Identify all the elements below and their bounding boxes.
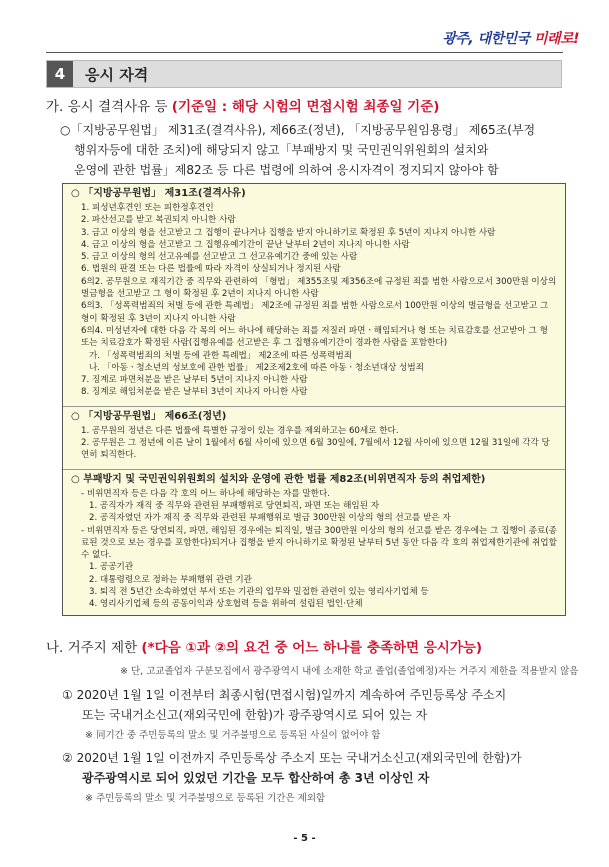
box-line: 3. 퇴직 전 5년간 소속하였던 부서 또는 기관의 업무와 밀접한 관련이 있는 영리사기업체 등 xyxy=(89,587,429,598)
box-line: 4. 금고 이상의 형을 선고받고 그 집행유예기간이 끝난 날부터 2년이 지나지 아니한 사람 xyxy=(81,239,410,250)
na-heading-highlight: (*다음 ①과 ②의 요건 중 어느 하나를 충족하면 응시가능) xyxy=(141,640,483,656)
box-title: ○ 부패방지 및 국민권익위원회의 설치와 운영에 관한 법률 제82조(비위면직자 등의 취업제한) xyxy=(71,473,486,485)
box-line: 6의4. 미성년자에 대한 다음 각 목의 어느 하나에 해당하는 죄를 저질러 파면ㆍ해임되거나 형 또는 치료감호를 선고받아 그 형 또는 치료감호가 확정된 사람(집행유예를 선고받은 후 그 집행유예기간이 경과한 사람을 포함한다) xyxy=(81,325,548,349)
section-title: 응시 자격 xyxy=(85,65,149,84)
brand-slogan-part2: 미래로! xyxy=(534,31,579,47)
disqualification-box xyxy=(62,183,566,616)
ga-heading-prefix: 가. 응시 결격사유 등 xyxy=(46,99,168,115)
ga-body-line: 행위자등에 대한 조치)에 해당되지 않고「부패방지 및 국민권익위원회의 설치와 xyxy=(74,143,489,157)
box-line: 6의3. 「성폭력범죄의 처벌 등에 관한 특례법」 제2조에 규정된 죄를 범한 사람으로서 100만원 이상의 벌금형을 선고받고 그 형이 확정된 후 3년이 지나지 아니한 사람 xyxy=(81,301,549,324)
item2-note: ※ 주민등록의 말소 및 거주불명으로 등록된 기간은 제외함 xyxy=(85,793,326,804)
box-line: 1. 공직자가 재직 중 직무와 관련된 부패행위로 당연퇴직, 파면 또는 해임된 자 xyxy=(89,500,380,511)
box-line: 2. 공직자였던 자가 재직 중 직무와 관련된 부패행위로 벌금 300만원 이상의 형의 선고를 받은 자 xyxy=(89,513,451,524)
box-subline: 나. 「아동ㆍ청소년의 성보호에 관한 법률」 제2조제2호에 따른 아동ㆍ청소년대상 성범죄 xyxy=(89,362,424,373)
subsection-na-heading xyxy=(46,636,482,656)
ga-body-line: ○「지방공무원법」 제31조(결격사유), 제66조(정년), 「지방공무원임용령」 제65조(부정 xyxy=(60,123,536,137)
brand-slogan-part1: 광주, 대한민국 xyxy=(442,31,535,47)
box-line: 2. 파산선고를 받고 복권되지 아니한 사람 xyxy=(81,215,236,226)
box-subline: 가. 「성폭력범죄의 처벌 등에 관한 특례법」 제2조에 따른 성폭력범죄 xyxy=(89,350,353,361)
box-line: 8. 징계로 해임처분을 받은 날부터 3년이 지나지 아니한 사람 xyxy=(81,387,308,398)
box-line: 5. 금고 이상의 형의 선고유예를 선고받고 그 선고유예기간 중에 있는 사람 xyxy=(81,252,358,263)
ga-body-line: 운영에 관한 법률」제82조 등 다른 법령에 의하여 응시자격이 정지되지 않아야 함 xyxy=(74,163,499,177)
na-heading-prefix: 나. 거주지 제한 xyxy=(46,640,138,656)
item1-line: 또는 국내거소신고(재외국민에 한함)가 광주광역시로 되어 있는 자 xyxy=(82,708,428,722)
item2-line: 광주광역시로 되어 있었던 기간을 모두 합산하여 총 3년 이상인 자 xyxy=(82,771,430,785)
box-line: 2. 공무원은 그 정년에 이른 날이 1월에서 6월 사이에 있으면 6월 30일에, 7월에서 12월 사이에 있으면 12월 31일에 각각 당연히 퇴직한다. xyxy=(81,438,550,461)
item2-line: ② 2020년 1월 1일 이전까지 주민등록상 주소지 또는 국내거소신고(재외국민에 한함)가 xyxy=(62,751,522,765)
box-line: 6의2. 공무원으로 재직기간 중 직무와 관련하여 「형법」 제355조및 제356조에 규정된 죄를 범한 사람으로서 300만원 이상의 벌금형을 선고받고 그 형이 확정된 후 2년이 지나지 아니한 사람 xyxy=(81,276,557,300)
residence-item-1 xyxy=(62,685,567,725)
subsection-ga-heading xyxy=(46,95,439,115)
box-line: 1. 공공기관 xyxy=(89,562,134,573)
box-line: 6. 법원의 판결 또는 다른 법률에 따라 자격이 상실되거나 정지된 사람 xyxy=(81,264,341,275)
ga-heading-highlight: (기준일 : 해당 시험의 면접시험 최종일 기준) xyxy=(171,99,440,115)
item1-line: ① 2020년 1월 1일 이전부터 최종시험(면접시험)일까지 계속하여 주민등록상 주소지 xyxy=(62,688,507,702)
na-note: ※ 단, 고교졸업자 구분모집에서 광주광역시 내에 소재한 학교 졸업(졸업예정)자는 거주지 제한을 적용받지 않음 xyxy=(120,666,579,677)
box-title: ○ 「지방공무원법」 제31조(결격사유) xyxy=(71,188,246,199)
section-number: 4 xyxy=(47,61,73,87)
box-line: 2. 대통령령으로 정하는 부패행위 관련 기관 xyxy=(89,574,252,585)
header-divider xyxy=(46,52,563,53)
box-line: 7. 징계로 파면처분을 받은 날부터 5년이 지나지 아니한 사람 xyxy=(81,375,308,386)
item1-note: ※ 同기간 중 주민등록의 말소 및 거주불명으로 등록된 사실이 없어야 함 xyxy=(85,730,381,741)
residence-item-2 xyxy=(62,748,567,788)
box-line: 1. 피성년후견인 또는 피한정후견인 xyxy=(81,203,214,213)
section-header xyxy=(46,60,562,88)
ga-body xyxy=(60,120,565,180)
box-title: ○ 「지방공무원법」 제66조(정년) xyxy=(71,410,227,422)
box-line: 4. 영리사기업체 등의 공동이익과 상호협력 등을 위하여 설립된 법인·단체 xyxy=(89,599,363,610)
box-line: 3. 금고 이상의 형을 선고받고 그 집행이 끝나거나 집행을 받지 아니하기로 확정된 후 5년이 지나지 아니한 사람 xyxy=(81,227,496,238)
page-number: - 5 - xyxy=(293,833,316,844)
box-line: - 비위면직자 등은 당연퇴직, 파면, 해임된 경우에는 퇴직일, 벌금 300만원 이상의 형의 선고를 받은 경우에는 그 집행이 종료(종료된 것으로 보는 경우를 포함한다)되거나 집행을 받지 아니하기로 확정된 날부터 5년 동안 다음 각 호의 취업제한기관에 취업할 수 없다. xyxy=(81,525,557,561)
box-line: - 비위면직자 등은 다음 각 호의 어느 하나에 해당하는 자를 말한다. xyxy=(81,488,330,499)
box-line: 1. 공무원의 정년은 다른 법률에 특별한 규정이 있는 경우를 제외하고는 60세로 한다. xyxy=(81,425,399,436)
brand-slogan xyxy=(442,28,579,48)
